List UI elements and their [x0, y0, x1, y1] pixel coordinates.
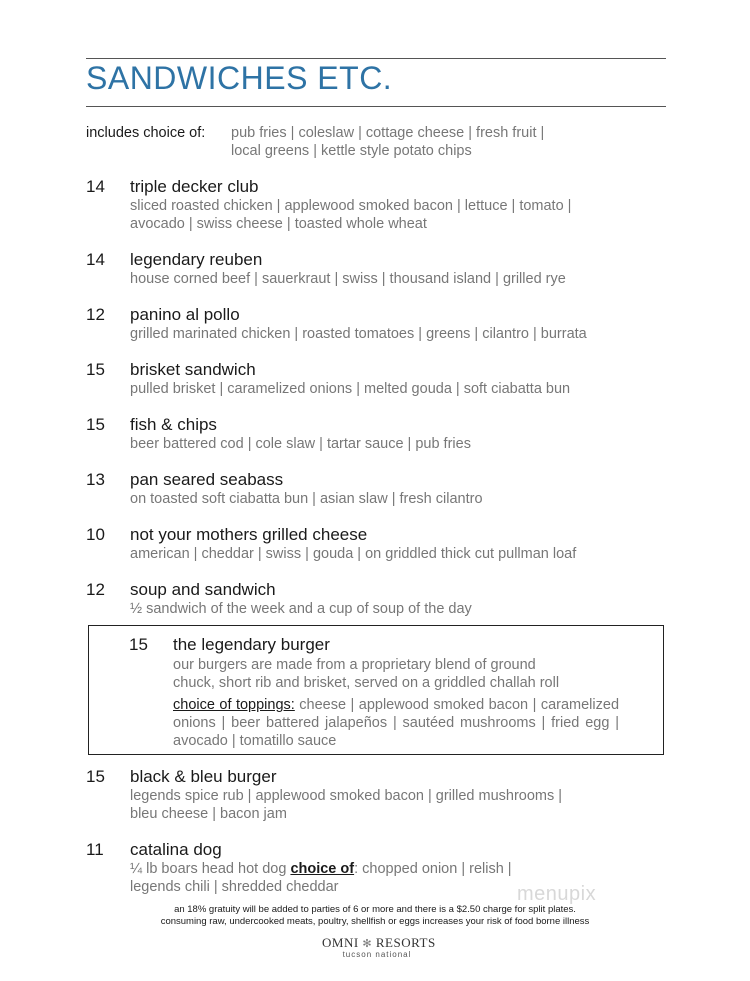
- desc-line: [130, 860, 512, 878]
- section-title: SANDWICHES ETC.: [86, 60, 393, 96]
- includes-line-1: pub fries | coleslaw | cottage cheese | fresh fruit |: [231, 125, 545, 141]
- item-description: grilled marinated chicken | roasted tomatoes | greens | cilantro | burrata: [130, 326, 587, 342]
- item-description: american | cheddar | swiss | gouda | on griddled thick cut pullman loaf: [130, 546, 577, 562]
- item-name: panino al pollo: [130, 305, 240, 324]
- item-description: house corned beef | sauerkraut | swiss | thousand island | grilled rye: [130, 271, 566, 287]
- omni-resorts-logo: [322, 935, 436, 959]
- featured-price: 15: [129, 635, 148, 654]
- item-description: [130, 787, 562, 823]
- item-price: 15: [86, 415, 105, 434]
- desc-line: sliced roasted chicken | applewood smoked bacon | lettuce | tomato |: [130, 198, 572, 214]
- item-name: brisket sandwich: [130, 360, 256, 379]
- featured-description: [173, 656, 559, 692]
- desc-line: avocado | swiss cheese | toasted whole wheat: [130, 216, 427, 232]
- includes-label: includes choice of:: [86, 125, 206, 141]
- desc-text: : chopped onion | relish |: [354, 861, 512, 877]
- item-description: on toasted soft ciabatta bun | asian slaw | fresh cilantro: [130, 491, 483, 507]
- item-description: [130, 860, 512, 896]
- item-name: not your mothers grilled cheese: [130, 525, 368, 544]
- item-name: triple decker club: [130, 177, 259, 196]
- item-name: legendary reuben: [130, 250, 263, 269]
- item-name: pan seared seabass: [130, 470, 284, 489]
- item-price: 14: [86, 177, 105, 196]
- top-rule: [86, 58, 666, 59]
- featured-burger-box: [88, 625, 664, 755]
- item-name: black & bleu burger: [130, 767, 277, 786]
- choice-of-label: choice of: [290, 861, 355, 877]
- star-icon: ✻: [362, 938, 373, 950]
- item-price: 11: [86, 840, 104, 859]
- toppings-list: cheese | applewood smoked bacon | caramelized onions | beer battered jalapeños | sautéed mushrooms | fried egg | avocado | tomatillo sauce: [173, 697, 620, 749]
- desc-line: bleu cheese | bacon jam: [130, 806, 287, 822]
- item-price: 15: [86, 767, 105, 786]
- logo-omni: OMNI: [322, 935, 359, 950]
- item-price: 10: [86, 525, 105, 544]
- item-name: fish & chips: [130, 415, 217, 434]
- logo-resorts: RESORTS: [375, 935, 436, 950]
- includes-line-2: local greens | kettle style potato chips: [231, 143, 472, 159]
- item-description: beer battered cod | cole slaw | tartar sauce | pub fries: [130, 436, 471, 452]
- item-name: catalina dog: [130, 840, 222, 859]
- featured-name: the legendary burger: [173, 635, 330, 654]
- item-price: 12: [86, 305, 105, 324]
- item-price: 15: [86, 360, 105, 379]
- desc-line: our burgers are made from a proprietary blend of ground: [173, 657, 536, 673]
- desc-text: ¼ lb boars head hot dog: [130, 861, 291, 877]
- title-underline: [86, 106, 666, 107]
- footer-gratuity: an 18% gratuity will be added to parties of 6 or more and there is a $2.50 charge for split plates.: [174, 904, 576, 915]
- footer-warning: consuming raw, undercooked meats, poultry, shellfish or eggs increases your risk of food borne illness: [160, 916, 590, 927]
- item-price: 14: [86, 250, 105, 269]
- toppings-label: choice of toppings:: [173, 697, 295, 713]
- item-description: ½ sandwich of the week and a cup of soup of the day: [130, 601, 472, 617]
- includes-options: [231, 124, 544, 160]
- item-description: [130, 197, 571, 233]
- item-name: soup and sandwich: [130, 580, 276, 599]
- desc-line: chuck, short rib and brisket, served on a griddled challah roll: [173, 675, 560, 691]
- item-price: 13: [86, 470, 105, 489]
- watermark: menupix: [517, 883, 597, 905]
- desc-line: legends spice rub | applewood smoked bacon | grilled mushrooms |: [130, 788, 563, 804]
- item-description: pulled brisket | caramelized onions | melted gouda | soft ciabatta bun: [130, 381, 571, 397]
- desc-line: legends chili | shredded cheddar: [130, 879, 339, 895]
- logo-subtitle: tucson national: [342, 950, 412, 959]
- toppings-block: [173, 696, 619, 750]
- item-price: 12: [86, 580, 105, 599]
